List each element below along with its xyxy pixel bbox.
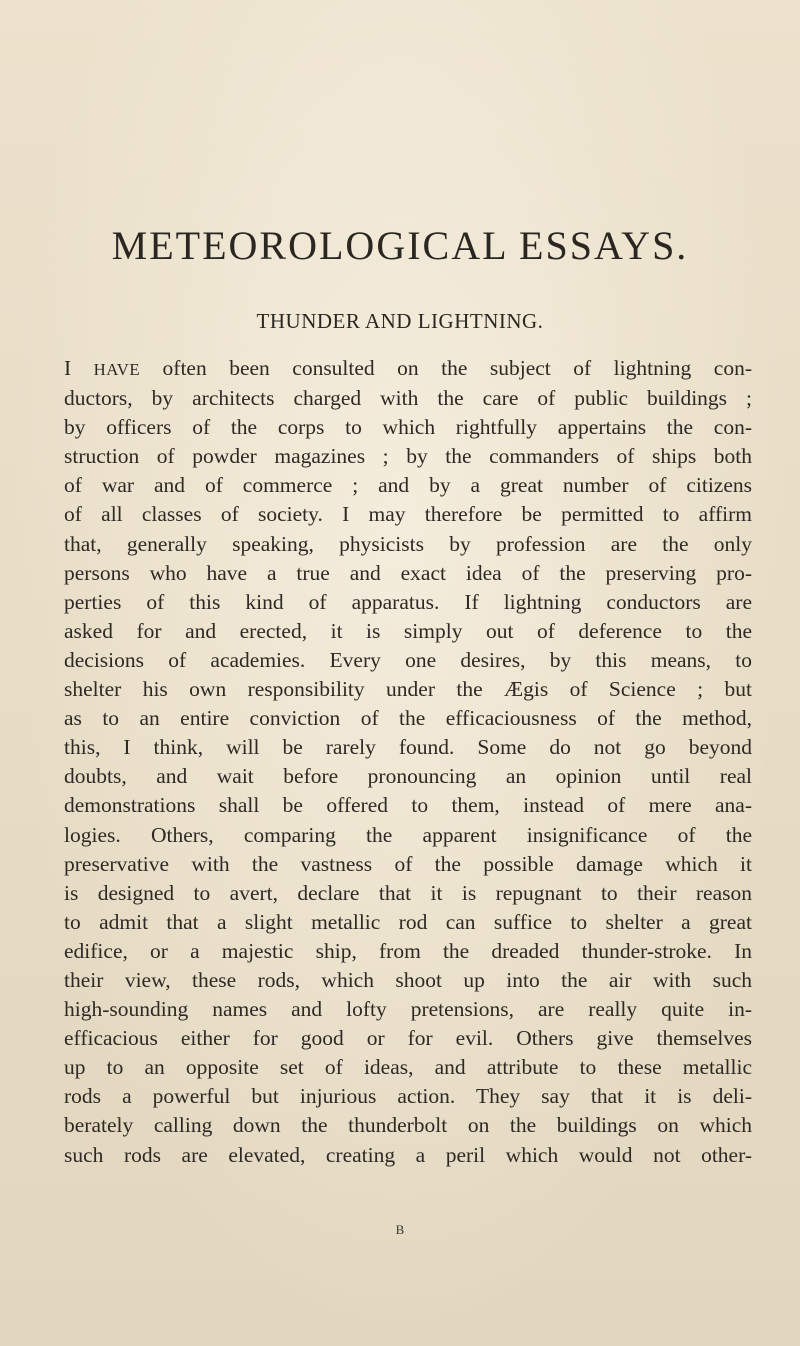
- text-line: such rods are elevated, creating a peril which would not other-: [64, 1142, 752, 1167]
- text-line: edifice, or a majestic ship, from the dreaded thunder-stroke. In: [64, 938, 752, 963]
- text-line: high-sounding names and lofty pretensions, are really quite in-: [64, 997, 752, 1022]
- body-paragraph: [64, 354, 752, 1170]
- text-line: demonstrations shall be offered to them, instead of mere ana-: [64, 793, 752, 818]
- text-line: this, I think, will be rarely found. Some do not go beyond: [64, 735, 752, 760]
- signature-mark: B: [395, 1222, 405, 1237]
- text-line: I HAVE often been consulted on the subject of lightning con-: [64, 356, 752, 380]
- book-title: METEOROLOGICAL ESSAYS.: [111, 223, 689, 268]
- text-line: is designed to avert, declare that it is repugnant to their reason: [64, 880, 752, 905]
- text-line: efficacious either for good or for evil. Others give themselves: [64, 1026, 752, 1051]
- text-line: up to an opposite set of ideas, and attribute to these metallic: [64, 1055, 752, 1080]
- text-line: asked for and erected, it is simply out of deference to the: [64, 618, 752, 643]
- text-line: by officers of the corps to which rightfully appertains the con-: [64, 415, 752, 440]
- text-line: ductors, by architects charged with the care of public buildings ;: [64, 386, 752, 411]
- text-line: shelter his own responsibility under the Ægis of Science ; but: [64, 677, 752, 702]
- text-line: persons who have a true and exact idea of the preserving pro-: [64, 560, 752, 585]
- text-line: as to an entire conviction of the efficaciousness of the method,: [64, 706, 752, 731]
- text-line: that, generally speaking, physicists by profession are the only: [64, 531, 752, 556]
- text-line: perties of this kind of apparatus. If lightning conductors are: [64, 589, 752, 614]
- text-line: decisions of academies. Every one desires, by this means, to: [64, 647, 752, 672]
- text-line: berately calling down the thunderbolt on the buildings on which: [64, 1113, 752, 1138]
- text-line: struction of powder magazines ; by the commanders of ships both: [64, 444, 752, 469]
- text-line: doubts, and wait before pronouncing an opinion until real: [64, 764, 752, 789]
- text-line: logies. Others, comparing the apparent insignificance of the: [64, 822, 752, 847]
- text-line: rods a powerful but injurious action. They say that it is deli-: [64, 1084, 752, 1109]
- text-line: of all classes of society. I may therefore be permitted to affirm: [64, 502, 752, 527]
- section-title: THUNDER AND LIGHTNING.: [256, 309, 544, 333]
- text-line: preservative with the vastness of the possible damage which it: [64, 851, 752, 876]
- text-line: of war and of commerce ; and by a great number of citizens: [64, 473, 752, 498]
- text-line: their view, these rods, which shoot up into the air with such: [64, 967, 752, 992]
- text-line: to admit that a slight metallic rod can suffice to shelter a great: [64, 909, 752, 934]
